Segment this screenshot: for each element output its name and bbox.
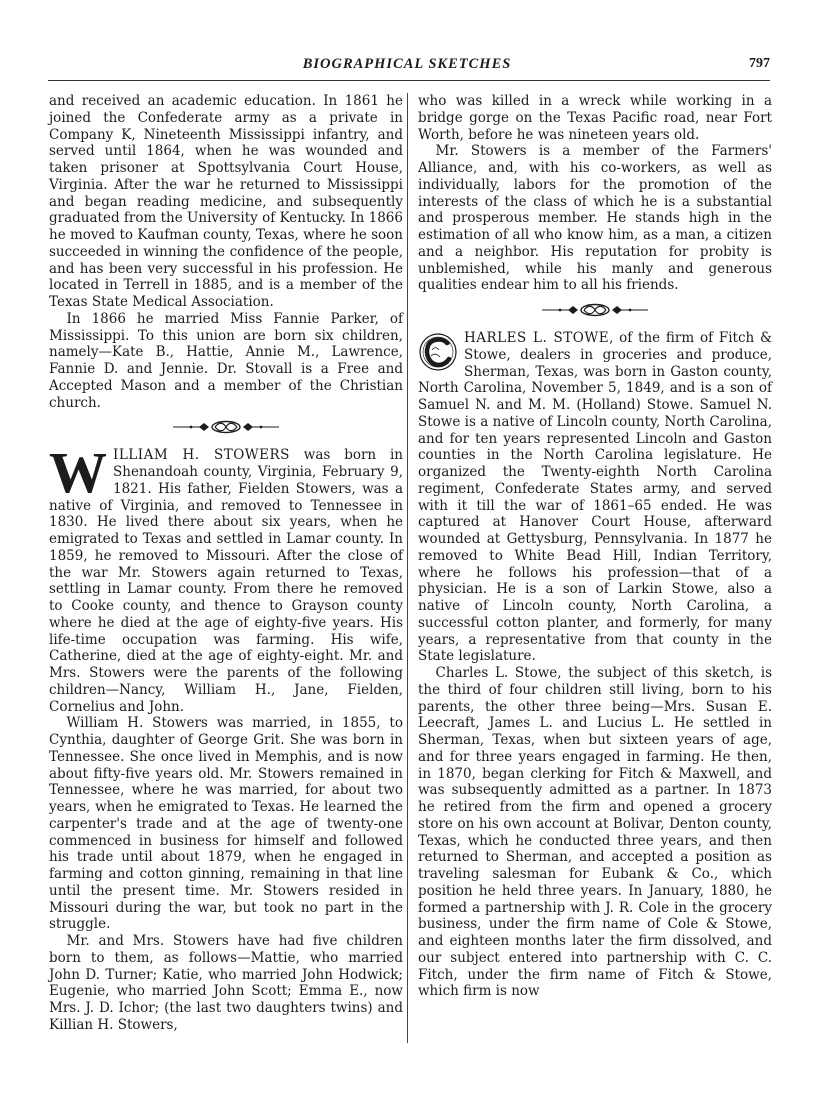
ornamental-divider-icon (49, 416, 403, 438)
stovall-paragraph-2: In 1866 he married Miss Fannie Parker, of Mississippi. To this union are born six children, namely—Kate B., Hattie, Annie M., Lawrence, Fannie D. and Jennie. Dr. Stovall is a Free and Accepted Mason and a member of the Christian church. (49, 310, 403, 411)
stowers-paragraph-1 (49, 440, 403, 715)
header-rule (48, 80, 770, 81)
ornamental-divider-icon (418, 299, 772, 321)
running-head-title: BIOGRAPHICAL SKETCHES (302, 56, 512, 72)
stowe-paragraph-1-text: , of the firm of Fitch & Stowe, dealers in groceries and produce, Sherman, Texas, was born in Gaston county, North Carolina, November 5, 1849, and is a son of Samuel N. and M. M. (Holland) Stowe. Samuel N. Stowe is a native of Lincoln county, North Carolina, and for ten years represented Lincoln and Gaston counties in the North Carolina legislature. He organized the Twenty-eighth North Carolina regiment, Confederate States army, and served with it till the war of 1861–65 ended. He was captured at Hanover Court House, afterward wounded at Gettysburg, Pennsylvania. In 1877 he removed to White Bead Hill, Indian Territory, where he follows his profession—that of a physician. He is a son of Larkin Stowe, also a native of Lincoln county, North Carolina, a successful cotton planter, and formerly, for many years, a representative from that county in the State legislature. (418, 330, 772, 665)
stowers-paragraph-4: who was killed in a wreck while working in a bridge gorge on the Texas Pacific road, near Fort Worth, before he was nineteen years old. (418, 93, 772, 143)
right-column (418, 93, 772, 1000)
stowe-paragraph-2: Charles L. Stowe, the subject of this sketch, is the third of four children still living, born to his parents, the other three being—Mrs. Susan E. Leecraft, James L. and Lucius L. He settled in Sherman, Texas, when but sixteen years of age, and for three years engaged in farming. He then, in 1870, began clerking for Fitch & Maxwell, and was subsequently admitted as a partner. In 1873 he retired from the firm and opened a grocery store on his own account at Bolivar, Denton county, Texas, which he conducted three years, and then returned to Sherman, and accepted a position as traveling salesman for Eubank & Co., which position he held three years. In January, 1880, he formed a partnership with J. R. Cole in the grocery business, under the firm name of Cole & Stowe, and eighteen months later the firm dissolved, and our subject entered into partnership with C. C. Fitch, under the firm name of Fitch & Stowe, which firm is now (418, 665, 772, 1000)
stowers-paragraph-2: William H. Stowers was married, in 1855, to Cynthia, daughter of George Grit. She was born in Tennessee. She once lived in Memphis, and is now about fifty-five years old. Mr. Stowers remained in Tennessee, where he was married, for about two years, when he emigrated to Texas. He learned the carpenter's trade and at the age of twenty-one commenced in business for himself and followed his trade until about 1879, when he engaged in farming and cotton ginning, remaining in that line until the present time. Mr. Stowers resided in Missouri during the war, but took no part in the struggle. (49, 715, 403, 933)
stowe-name: HARLES L. STOWE (464, 330, 610, 346)
stowers-paragraph-5: Mr. Stowers is a member of the Farmers' Alliance, and, with his co-workers, as well as individually, labors for the promotion of the interests of the class of which he is a substantial and prosperous member. He stands high in the estimation of all who know him, as a man, a citizen and a neighbor. His reputation for probity is unblemished, while his manly and generous qualities endear him to all his friends. (418, 143, 772, 294)
stovall-paragraph-1: and received an academic education. In 1861 he joined the Confederate army as a private in Company K, Nineteenth Mississippi infantry, and served until 1864, when he was wounded and taken prisoner at Spottsylvania Court House, Virginia. After the war he returned to Mississippi and began reading medicine, and subsequently graduated from the University of Kentucky. In 1866 he moved to Kaufman county, Texas, where he soon succeeded in winning the confidence of the people, and has been very successful in his profession. He located in Terrell in 1885, and is a member of the Texas State Medical Association. (49, 93, 403, 310)
stowers-paragraph-1-text: was born in Shenandoah county, Virginia, February 9, 1821. His father, Fielden Stowers, was a native of Virginia, and removed to Tennessee in 1830. He lived there about six years, when he emigrated to Texas and settled in Lamar county. In 1859, he removed to Missouri. After the close of the war Mr. Stowers again returned to Texas, settling in Lamar county. From there he removed to Cooke county, and thence to Grayson county where he died at the age of eighty-five years. His life-time occupation was farming. His wife, Catherine, died at the age of eighty-eight. Mr. and Mrs. Stowers were the parents of the following children—Nancy, William H., Jane, Fielden, Cornelius and John. (49, 447, 403, 715)
drop-cap-w: W (49, 440, 107, 506)
stowe-paragraph-1 (418, 330, 772, 665)
left-column (49, 93, 403, 1034)
stowers-paragraph-3: Mr. and Mrs. Stowers have had five children born to them, as follows—Mattie, who married John D. Turner; Katie, who married John Hodwick; Eugenie, who married John Scott; Emma E., now Mrs. J. D. Ichor; (the last two daughters twins) and Killian H. Stowers, (49, 933, 403, 1033)
column-divider (407, 93, 408, 1043)
running-head (0, 56, 814, 76)
stowers-name: ILLIAM H. STOWERS (113, 447, 290, 464)
decorative-initial-c-icon (418, 332, 458, 372)
page-number: 797 (749, 56, 770, 71)
